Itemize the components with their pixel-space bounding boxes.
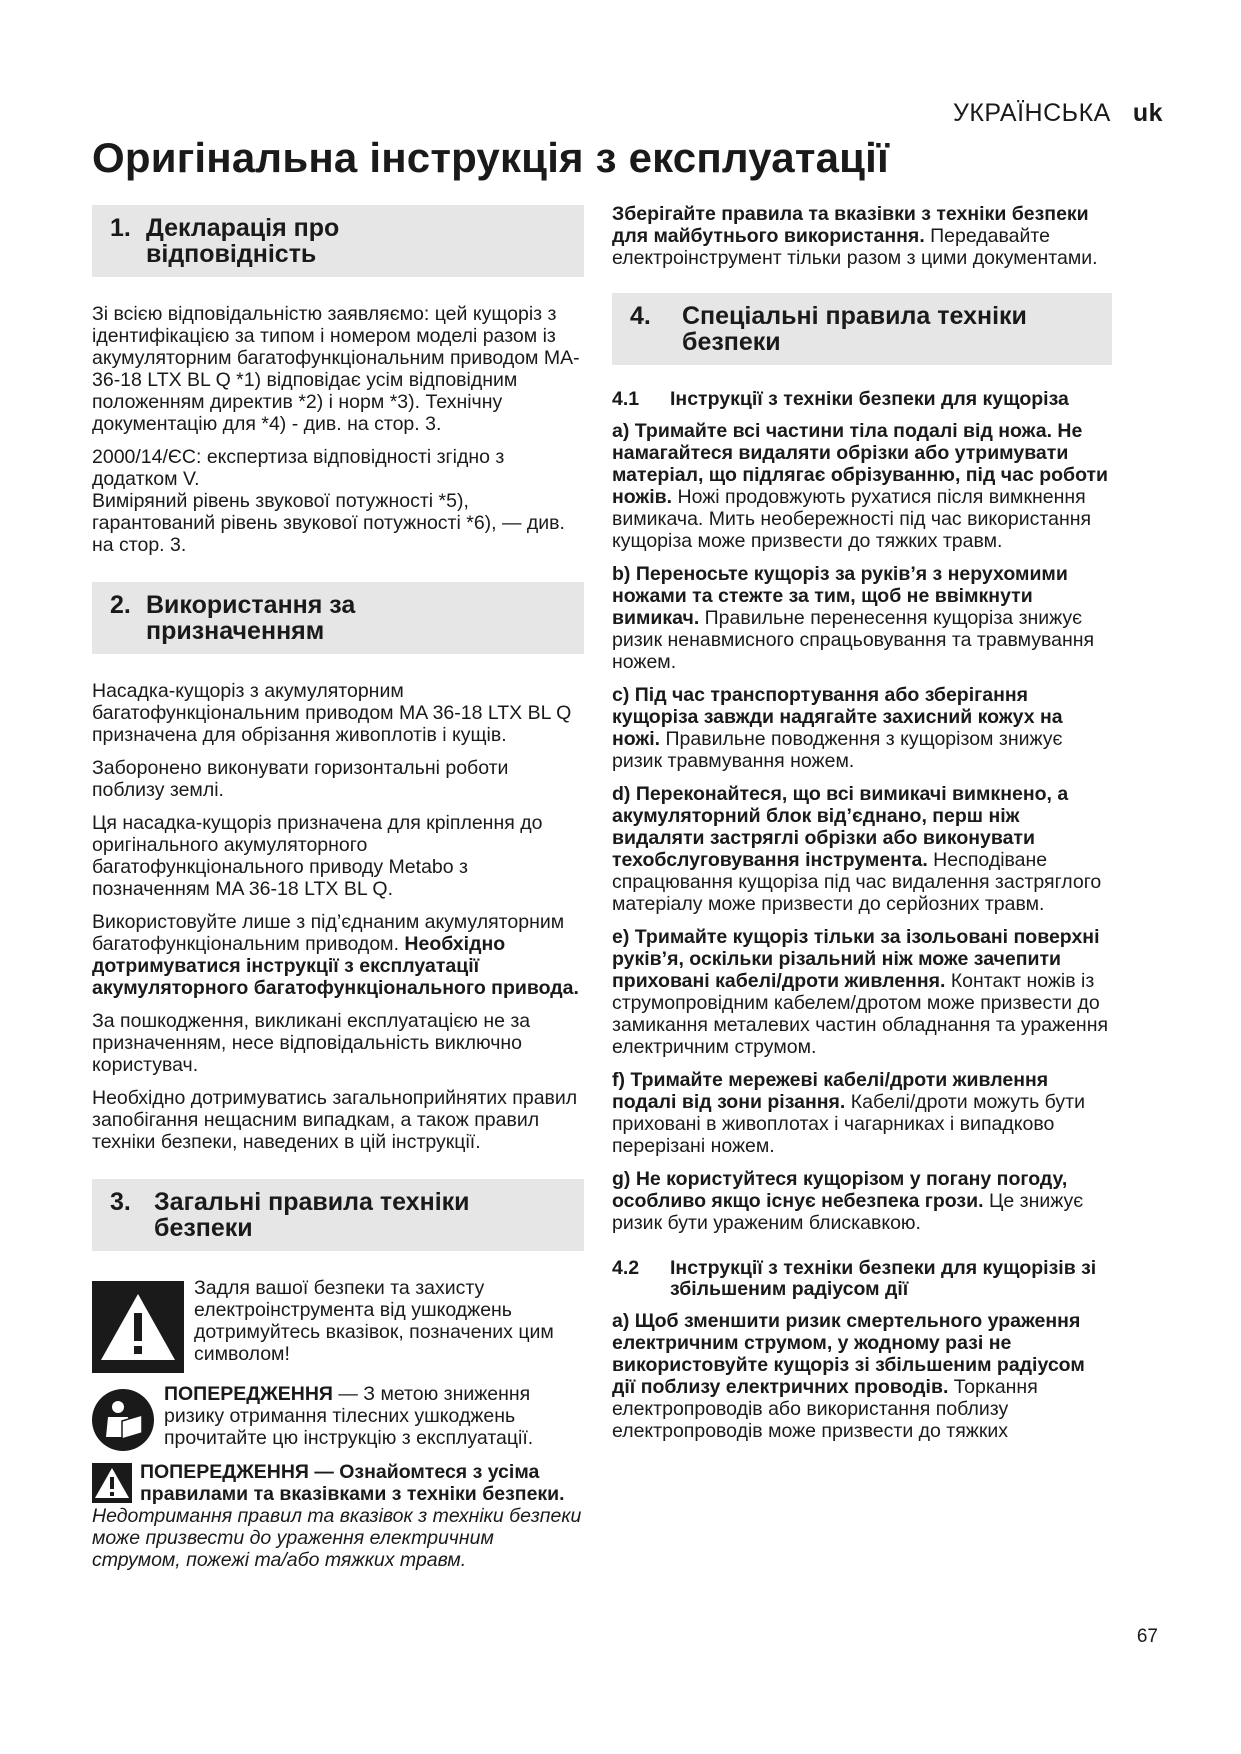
paragraph: Ця насадка-кущоріз призначена для кріплення до оригінального акумуляторного багатофункціонального приводу Metabo з позначенням MA 36-18 LTX BL Q.: [92, 812, 543, 900]
text-run: — З метою зниження ризику отримання тілесних ушкоджень прочитайте цю інструкцію з експлуатації.: [164, 1383, 534, 1449]
read-manual-note: [92, 1383, 584, 1451]
text-run: Ножі продовжують рухатися після вимкнення вимикача. Мить необережності під час використання кущоріза може призвести до тяжких травм.: [612, 486, 1092, 552]
list-item: [612, 926, 1112, 1058]
bold-text: c) Під час транспортування або зберігання кущоріза завжди надягайте захисний кожух на ножі.: [612, 684, 1063, 750]
bold-text: b) Переносьте кущоріз за руків’я з нерухомими ножами та стежте за тим, щоб не ввімкнути вимикач.: [612, 563, 1068, 629]
section-number: 2.: [110, 591, 131, 619]
paragraph: Виміряний рівень звукової потужності *5), гарантований рівень звукової потужності *6), — див. на стор. 3.: [92, 490, 565, 556]
safety-symbol-note: [92, 1277, 584, 1373]
section-number: 4.: [630, 302, 651, 330]
subsection-4-2-heading: [612, 1258, 1112, 1300]
text-run: Правильне поводження з кущорізом знижує ризик травмування ножем.: [612, 728, 1063, 772]
warning-triangle-icon: [92, 1281, 184, 1373]
subsection-title: Інструкції з техніки безпеки для кущорізів зі збільшеним радіусом дії: [670, 1257, 1097, 1300]
language-label: УКРАЇНСЬКА: [952, 99, 1111, 127]
left-column: [92, 205, 584, 1571]
subsection-title: Інструкції з техніки безпеки для кущоріза: [670, 388, 1069, 410]
bold-text: e) Тримайте кущоріз тільки за ізольовані поверхні руків’я, оскільки різальний ніж може зачепити приховані кабелі/дроти живлення.: [612, 926, 1100, 992]
paragraph: Заборонено виконувати горизонтальні роботи поблизу землі.: [92, 757, 509, 801]
list-item: [612, 1310, 1112, 1442]
bold-text: d) Переконайтеся, що всі вимикачі вимкнено, а акумуляторний блок від’єднано, перш ніж видаляти застряглі обрізки або виконувати техобслуговування інструмента.: [612, 783, 1069, 871]
paragraph: [612, 203, 1112, 269]
paragraph: Задля вашої безпеки та захисту електроінструмента від ушкоджень дотримуйтесь вказівок, позначених цим символом!: [194, 1277, 554, 1365]
section-1-heading: [92, 205, 584, 277]
paragraph: [164, 1383, 584, 1451]
paragraph: За пошкодження, викликані експлуатацією не за призначенням, несе відповідальність виключно користувач.: [92, 1010, 531, 1076]
subsection-4-1-heading: [612, 389, 1112, 410]
section-4-heading: [612, 293, 1112, 365]
list-item: [612, 563, 1112, 673]
paragraph: Насадка-кущоріз з акумуляторним багатофункціональним приводом MA 36-18 LTX BL Q призначена для обрізання живоплотів і кущів.: [92, 680, 572, 746]
paragraph: [92, 911, 584, 999]
bold-text: Зберігайте правила та вказівки з техніки безпеки для майбутнього використання.: [612, 203, 1089, 247]
list-item: [612, 1069, 1112, 1157]
italic-text: Недотримання правил та вказівок з техніки безпеки може призвести до ураження електричним струмом, пожежі та/або тяжких травм.: [92, 1505, 582, 1571]
list-item: [612, 684, 1112, 772]
warning-triangle-icon: [92, 1463, 132, 1503]
bold-text: a) Щоб зменшити ризик смертельного ураження електричним струмом, у жодному разі не використовуйте кущоріз зі збільшеним радіусом дії поблизу електричних проводів.: [612, 1310, 1085, 1398]
text-run: Правильне перенесення кущоріза знижує ризик ненавмисного спрацьовування та травмування ножем.: [612, 607, 1095, 673]
text-run: Несподіване спрацювання кущоріза під час видалення застряглого матеріалу може призвести до серйозних травм.: [612, 849, 1102, 915]
section-title: Використання за призначенням: [146, 591, 356, 645]
list-item: [612, 783, 1112, 915]
bold-text: Необхідно дотримуватися інструкції з експлуатації акумуляторного багатофункціонального привода.: [92, 933, 579, 999]
text-run: Використовуйте лише з під’єднаним акумуляторним багатофункціональним приводом.: [92, 911, 565, 955]
read-manual-icon: [92, 1389, 154, 1451]
paragraph: 2000/14/ЄС: експертиза відповідності згідно з додатком V.: [92, 446, 505, 490]
document-title: Оригінальна інструкція з експлуатації: [92, 134, 890, 181]
bold-text: f) Тримайте мережеві кабелі/дроти живлення подалі від зони різання.: [612, 1069, 1049, 1113]
section-title: Декларація про відповідність: [146, 214, 340, 268]
language-code: uk: [1132, 99, 1163, 127]
section-title: Спеціальні правила техніки безпеки: [682, 302, 1027, 356]
list-item: [612, 1168, 1112, 1234]
subsection-number: 4.1: [612, 388, 640, 410]
bold-text: g) Не користуйтеся кущорізом у погану погоду, особливо якщо існує небезпека грози.: [612, 1168, 1068, 1212]
section-title: Загальні правила техніки безпеки: [154, 1188, 470, 1242]
text-run: Це знижує ризик бути ураженим блискавкою.: [612, 1190, 1084, 1234]
paragraph: Необхідно дотримуватись загальноприйнятих правил запобігання нещасним випадкам, а також правил техніки безпеки, наведених в цій інструкції.: [92, 1087, 578, 1153]
section-3-heading: [92, 1179, 584, 1251]
section-number: 1.: [110, 214, 131, 242]
bold-text: ПОПЕРЕДЖЕННЯ: [164, 1383, 333, 1405]
text-run: Контакт ножів із струмопровідним кабелем/дротом може призвести до замикання металевих частин обладнання та ураження електричним струмом.: [612, 970, 1109, 1058]
language-header: [953, 99, 1163, 128]
list-item: [612, 420, 1112, 552]
subsection-number: 4.2: [612, 1257, 640, 1279]
right-column: [612, 203, 1112, 1453]
section-number: 3.: [110, 1188, 131, 1216]
text-run: Передавайте електроінструмент тільки разом з цими документами.: [612, 225, 1098, 269]
general-warning-note: [92, 1461, 584, 1571]
text-run: Кабелі/дроти можуть бути приховані в живоплотах і чагарниках і випадково перерізані ножем.: [612, 1091, 1085, 1157]
section-2-heading: [92, 582, 584, 654]
bold-text: ПОПЕРЕДЖЕННЯ — Ознайомтеся з усіма правилами та вказівками з техніки безпеки.: [140, 1461, 565, 1505]
paragraph: Зі всією відповідальністю заявляємо: цей кущоріз з ідентифікацією за типом і номером моделі разом із акумуляторним багатофункціональним приводом MA-36-18 LTX BL Q *1) відповідає усім відповідним положенням директив *2) і норм *3). Технічну документацію для *4) - див. на стор. 3.: [92, 303, 580, 435]
page-number: 67: [1136, 1626, 1158, 1647]
text-run: Торкання електропроводів або використання поблизу електропроводів може призвести до тяжких: [612, 1376, 1038, 1442]
bold-text: a) Тримайте всі частини тіла подалі від ножа. Не намагайтеся видаляти обрізки або утримувати матеріал, що підлягає обрізуванню, під час роботи ножів.: [612, 420, 1109, 508]
